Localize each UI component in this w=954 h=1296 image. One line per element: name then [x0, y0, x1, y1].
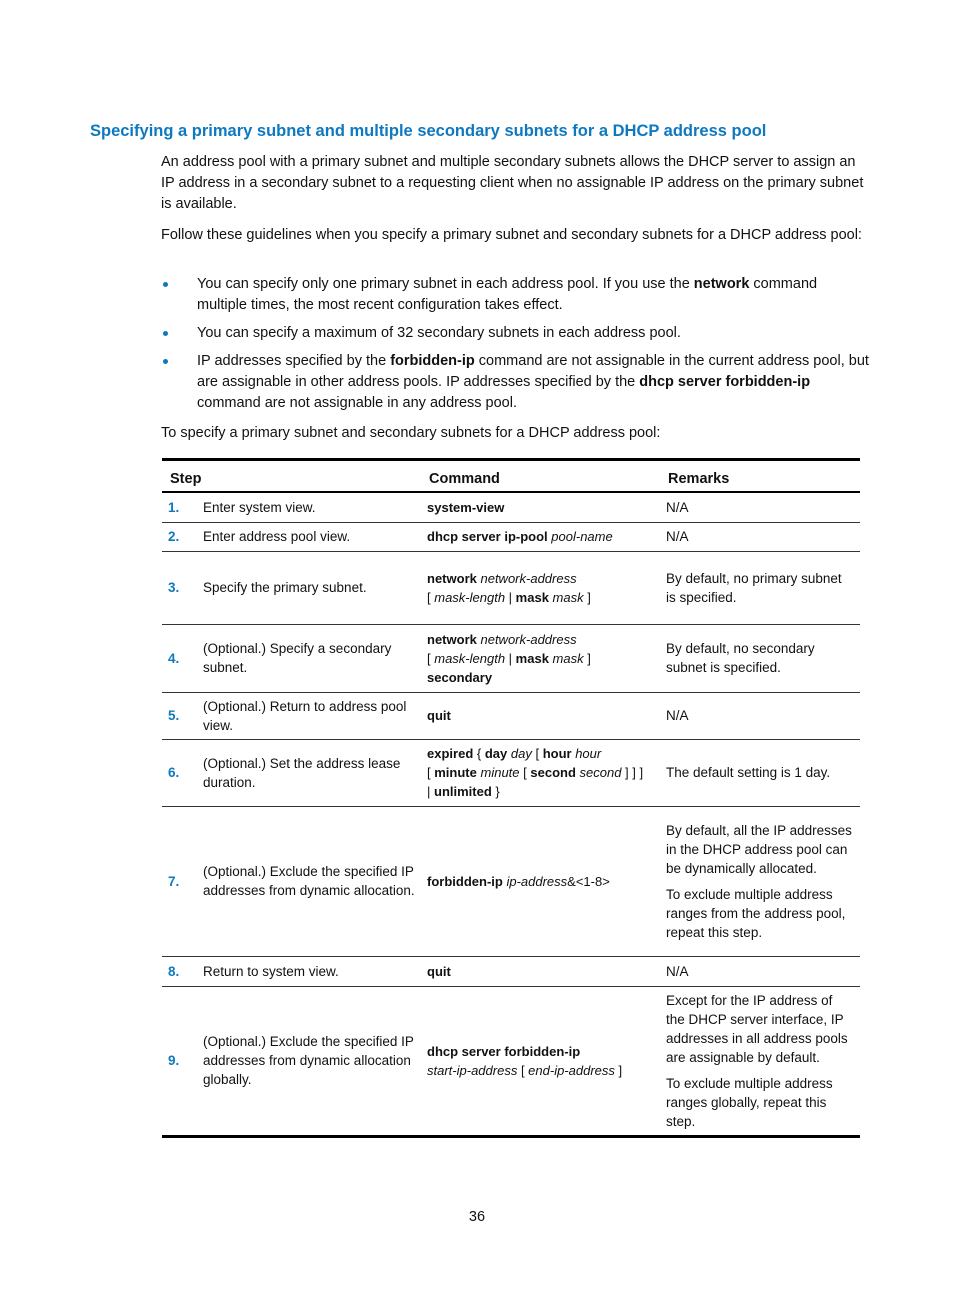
- bullet-icon: [163, 359, 168, 364]
- bullet-icon: [163, 331, 168, 336]
- step-remarks: By default, no primary subnet is specified.: [660, 551, 860, 624]
- table-row: [162, 692, 860, 739]
- command-keyword: network: [693, 276, 750, 292]
- list-item: You can specify only one primary subnet in each address pool. If you use the network command multiple times, the most recent configuration takes effect.: [161, 274, 871, 316]
- step-remarks: N/A: [660, 956, 860, 986]
- table-row: [162, 956, 860, 986]
- step-remarks: N/A: [660, 692, 860, 739]
- guidelines-intro: Follow these guidelines when you specify a primary subnet and secondary subnets for a DHCP address pool:: [161, 227, 862, 243]
- step-number: 5.: [162, 692, 197, 739]
- page-number: 36: [468, 1209, 486, 1225]
- table-row: [162, 522, 860, 551]
- table-row: [162, 806, 860, 956]
- step-description: (Optional.) Return to address pool view.: [197, 692, 421, 739]
- configuration-steps-table: [162, 458, 860, 1138]
- step-command: quit: [421, 956, 660, 986]
- intro-paragraph: An address pool with a primary subnet and multiple secondary subnets allows the DHCP server to assign an IP address in a secondary subnet to a requesting client when no assignable IP address on the primary subnet is available.: [161, 154, 864, 212]
- table-row: [162, 551, 860, 624]
- step-number: 1.: [162, 492, 197, 522]
- table-row: [162, 492, 860, 522]
- header-step: Step: [162, 460, 421, 493]
- step-number: 6.: [162, 739, 197, 806]
- step-remarks: N/A: [660, 492, 860, 522]
- step-remarks: The default setting is 1 day.: [660, 739, 860, 806]
- table-header-row: [162, 460, 860, 493]
- step-remarks: Except for the IP address of the DHCP server interface, IP addresses in all address pools are assignable by default. To exclude multiple address ranges globally, repeat this step.: [666, 992, 848, 1129]
- command-keyword: forbidden-ip: [390, 353, 475, 369]
- step-number: 8.: [162, 956, 197, 986]
- step-remarks: By default, all the IP addresses in the DHCP address pool can be dynamically allocated. To exclude multiple address ranges from the address pool, repeat this step.: [660, 806, 860, 956]
- guidelines-list: [161, 274, 871, 421]
- header-remarks: Remarks: [660, 460, 860, 493]
- step-description: Enter address pool view.: [197, 522, 421, 551]
- command-keyword: dhcp server forbidden-ip: [639, 374, 811, 390]
- step-description: (Optional.) Specify a secondary subnet.: [197, 624, 421, 692]
- step-description: (Optional.) Exclude the specified IP addresses from dynamic allocation.: [197, 806, 421, 956]
- step-number: 3.: [162, 551, 197, 624]
- step-command: system-view: [421, 492, 660, 522]
- header-command: Command: [421, 460, 660, 493]
- step-description: Enter system view.: [197, 492, 421, 522]
- table-row: [162, 739, 860, 806]
- step-number: 2.: [162, 522, 197, 551]
- step-remarks: By default, no secondary subnet is specified.: [660, 624, 860, 692]
- list-item: IP addresses specified by the forbidden-ip command are not assignable in the current address pool, but are assignable in other address pools. IP addresses specified by the dhcp server forbidden-ip command are not assignable in any address pool.: [161, 351, 871, 414]
- step-command: expired { day day [ hour hour [ minute minute [ second second ] ] ] | unlimited }: [421, 739, 660, 806]
- step-command: quit: [421, 692, 660, 739]
- table-row: [162, 986, 860, 1136]
- step-description: Return to system view.: [197, 956, 421, 986]
- step-command: dhcp server ip-pool pool-name: [421, 522, 660, 551]
- step-description: (Optional.) Set the address lease duration.: [197, 739, 421, 806]
- step-remarks: N/A: [660, 522, 860, 551]
- bullet-icon: [163, 282, 168, 287]
- table-row: [162, 624, 860, 692]
- step-command: forbidden-ip ip-address&<1-8>: [421, 806, 660, 956]
- step-number: 9.: [168, 1053, 180, 1068]
- step-command: network network-address [ mask-length | mask mask ] secondary: [421, 624, 660, 692]
- step-command: dhcp server forbidden-ip start-ip-address [ end-ip-address ]: [427, 1043, 623, 1078]
- section-heading: Specifying a primary subnet and multiple secondary subnets for a DHCP address pool: [90, 122, 767, 140]
- step-command: network network-address [ mask-length | mask mask ]: [421, 551, 660, 624]
- step-description: Specify the primary subnet.: [197, 551, 421, 624]
- list-item: You can specify a maximum of 32 secondary subnets in each address pool.: [161, 323, 871, 344]
- table-intro: To specify a primary subnet and secondary subnets for a DHCP address pool:: [161, 425, 661, 441]
- step-number: 7.: [162, 806, 197, 956]
- step-description: (Optional.) Exclude the specified IP addresses from dynamic allocation globally.: [203, 1034, 414, 1087]
- step-number: 4.: [162, 624, 197, 692]
